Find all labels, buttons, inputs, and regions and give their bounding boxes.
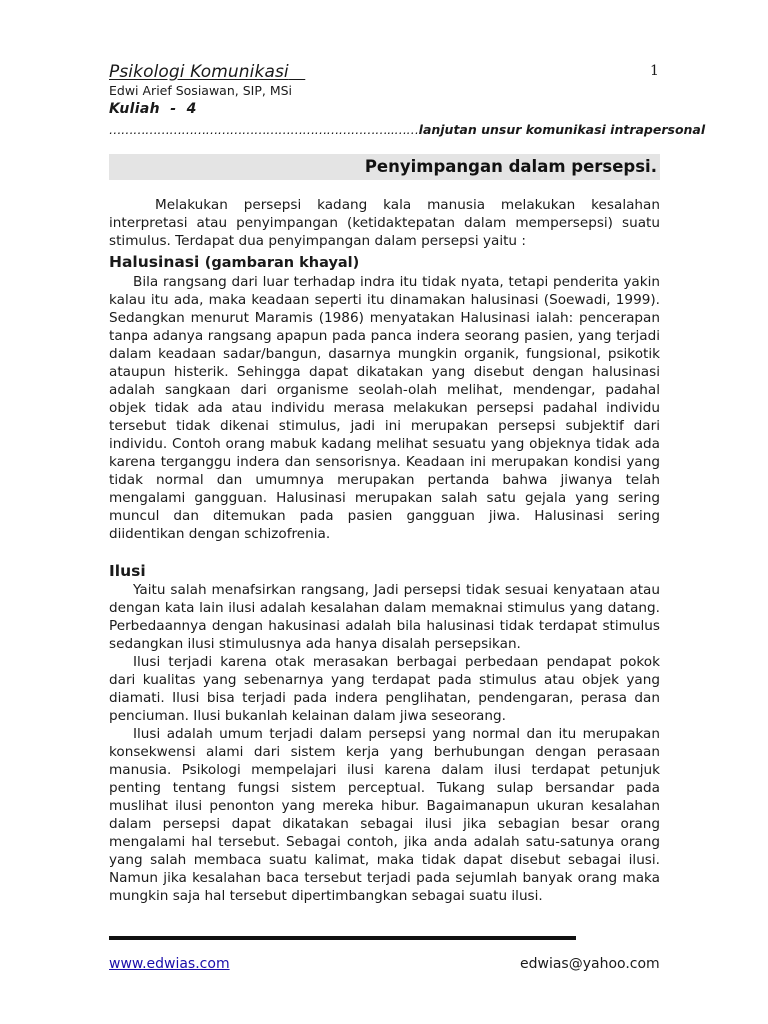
course-title: Psikologi Komunikasi [109,62,289,82]
halusinasi-title: Halusinasi [109,253,200,271]
section-title-bar [109,154,660,180]
halusinasi-subtitle: (gambaran khayal) [204,255,360,271]
website-link[interactable]: www.edwias.com [109,956,230,972]
document-body [109,196,660,905]
halusinasi-paragraph: Bila rangsang dari luar terhadap indra itu tidak nyata, tetapi penderita yakin kalau itu ada, maka keadaan seperti itu dinamakan halusinasi (Soewadi, 1999). Sedangkan menurut Maramis (1986) menyatakan Halusinasi ialah: pencerapan tanpa adanya rangsang apapun pada panca indera seorang pasien, yang terjadi dalam keadaan sadar/bangun, dasarnya mungkin organik, fungsional, psikotik ataupun histerik. Sehingga dapat dikatakan yang disebut dengan halusinasi adalah sangkaan dari organisme seolah-olah melihat, mendengar, padahal objek tidak ada atau individu merasa melakukan persepsi padahal individu tersebut tidak dikenai stimulus, jadi ini merupakan persepsi subjektif dari individu. Contoh orang mabuk kadang melihat sesuatu yang objeknya tidak ada karena terganggu indera dan sensorisnya. Keadaan ini merupakan kondisi yang tidak normal dan umumnya merupakan pertanda bahwa jiwanya telah mengalami gangguan. Halusinasi merupakan salah satu gejala yang sering muncul dan ditemukan pada pasien gangguan jiwa. Halusinasi sering diidentikan dengan schizofrenia. [109,274,660,542]
intro-paragraph: Melakukan persepsi kadang kala manusia melakukan kesalahan interpretasi atau penyimpangan (ketidaktepatan dalam mempersepsi) suatu stimulus. Terdapat dua penyimpangan dalam persepsi yaitu : [109,197,660,249]
ilusi-paragraph-1: Yaitu salah menafsirkan rangsang, Jadi persepsi tidak sesuai kenyataan atau dengan kata lain ilusi adalah kesalahan dalam memaknai stimulus yang datang. Perbedaannya dengan hakusinasi adalah bila halusinasi tidak terdapat stimulus sedangkan ilusi stimulusnya ada hanya disalah persepsikan. [109,582,660,652]
ilusi-paragraph-3: Ilusi adalah umum terjadi dalam persepsi yang normal dan itu merupakan konsekwensi alami dari sistem kerja yang berhubungan dengan perasaan manusia. Psikologi mempelajari ilusi karena dalam ilusi terdapat petunjuk penting tentang fungsi sistem perceptual. Tukang sulap bersandar pada muslihat ilusi penonton yang mereka hibur. Bagaimanapun ukuran kesalahan dalam persepsi dapat dikatakan sebagai ilusi jika sebagian besar orang mengalami hal tersebut. Sebagai contoh, jika anda adalah satu-satunya orang yang salah membaca suatu kalimat, maka tidak dapat disebut sebagai ilusi. Namun jika kesalahan baca tersebut terjadi pada sejumlah banyak orang maka mungkin saja hal tersebut dipertimbangkan sebagai suatu ilusi. [109,726,660,904]
continuation-text: lanjutan unsur komunikasi intrapersonal [418,122,706,137]
author-name: Edwi Arief Sosiawan, SIP, MSi [109,83,293,98]
email-address: edwias@yahoo.com [520,956,660,972]
halusinasi-heading [109,252,660,273]
page-number: 1 [650,63,659,79]
footer-rule [109,936,576,940]
ilusi-heading: Ilusi [109,562,146,580]
leader-dots: ……………………………………………………………..…… [109,122,419,137]
section-title: Penyimpangan dalam persepsi. [364,157,657,176]
continuation-line [109,122,706,137]
ilusi-paragraph-2: Ilusi terjadi karena otak merasakan berbagai perbedaan pendapat pokok dari kualitas yang sebenarnya yang terdapat pada stimulus atau objek yang diamati. Ilusi bisa terjadi pada indera penglihatan, pendengaran, perasa dan penciuman. Ilusi bukanlah kelainan dalam jiwa seseorang. [109,654,660,724]
lecture-label: Kuliah - 4 [109,101,197,117]
